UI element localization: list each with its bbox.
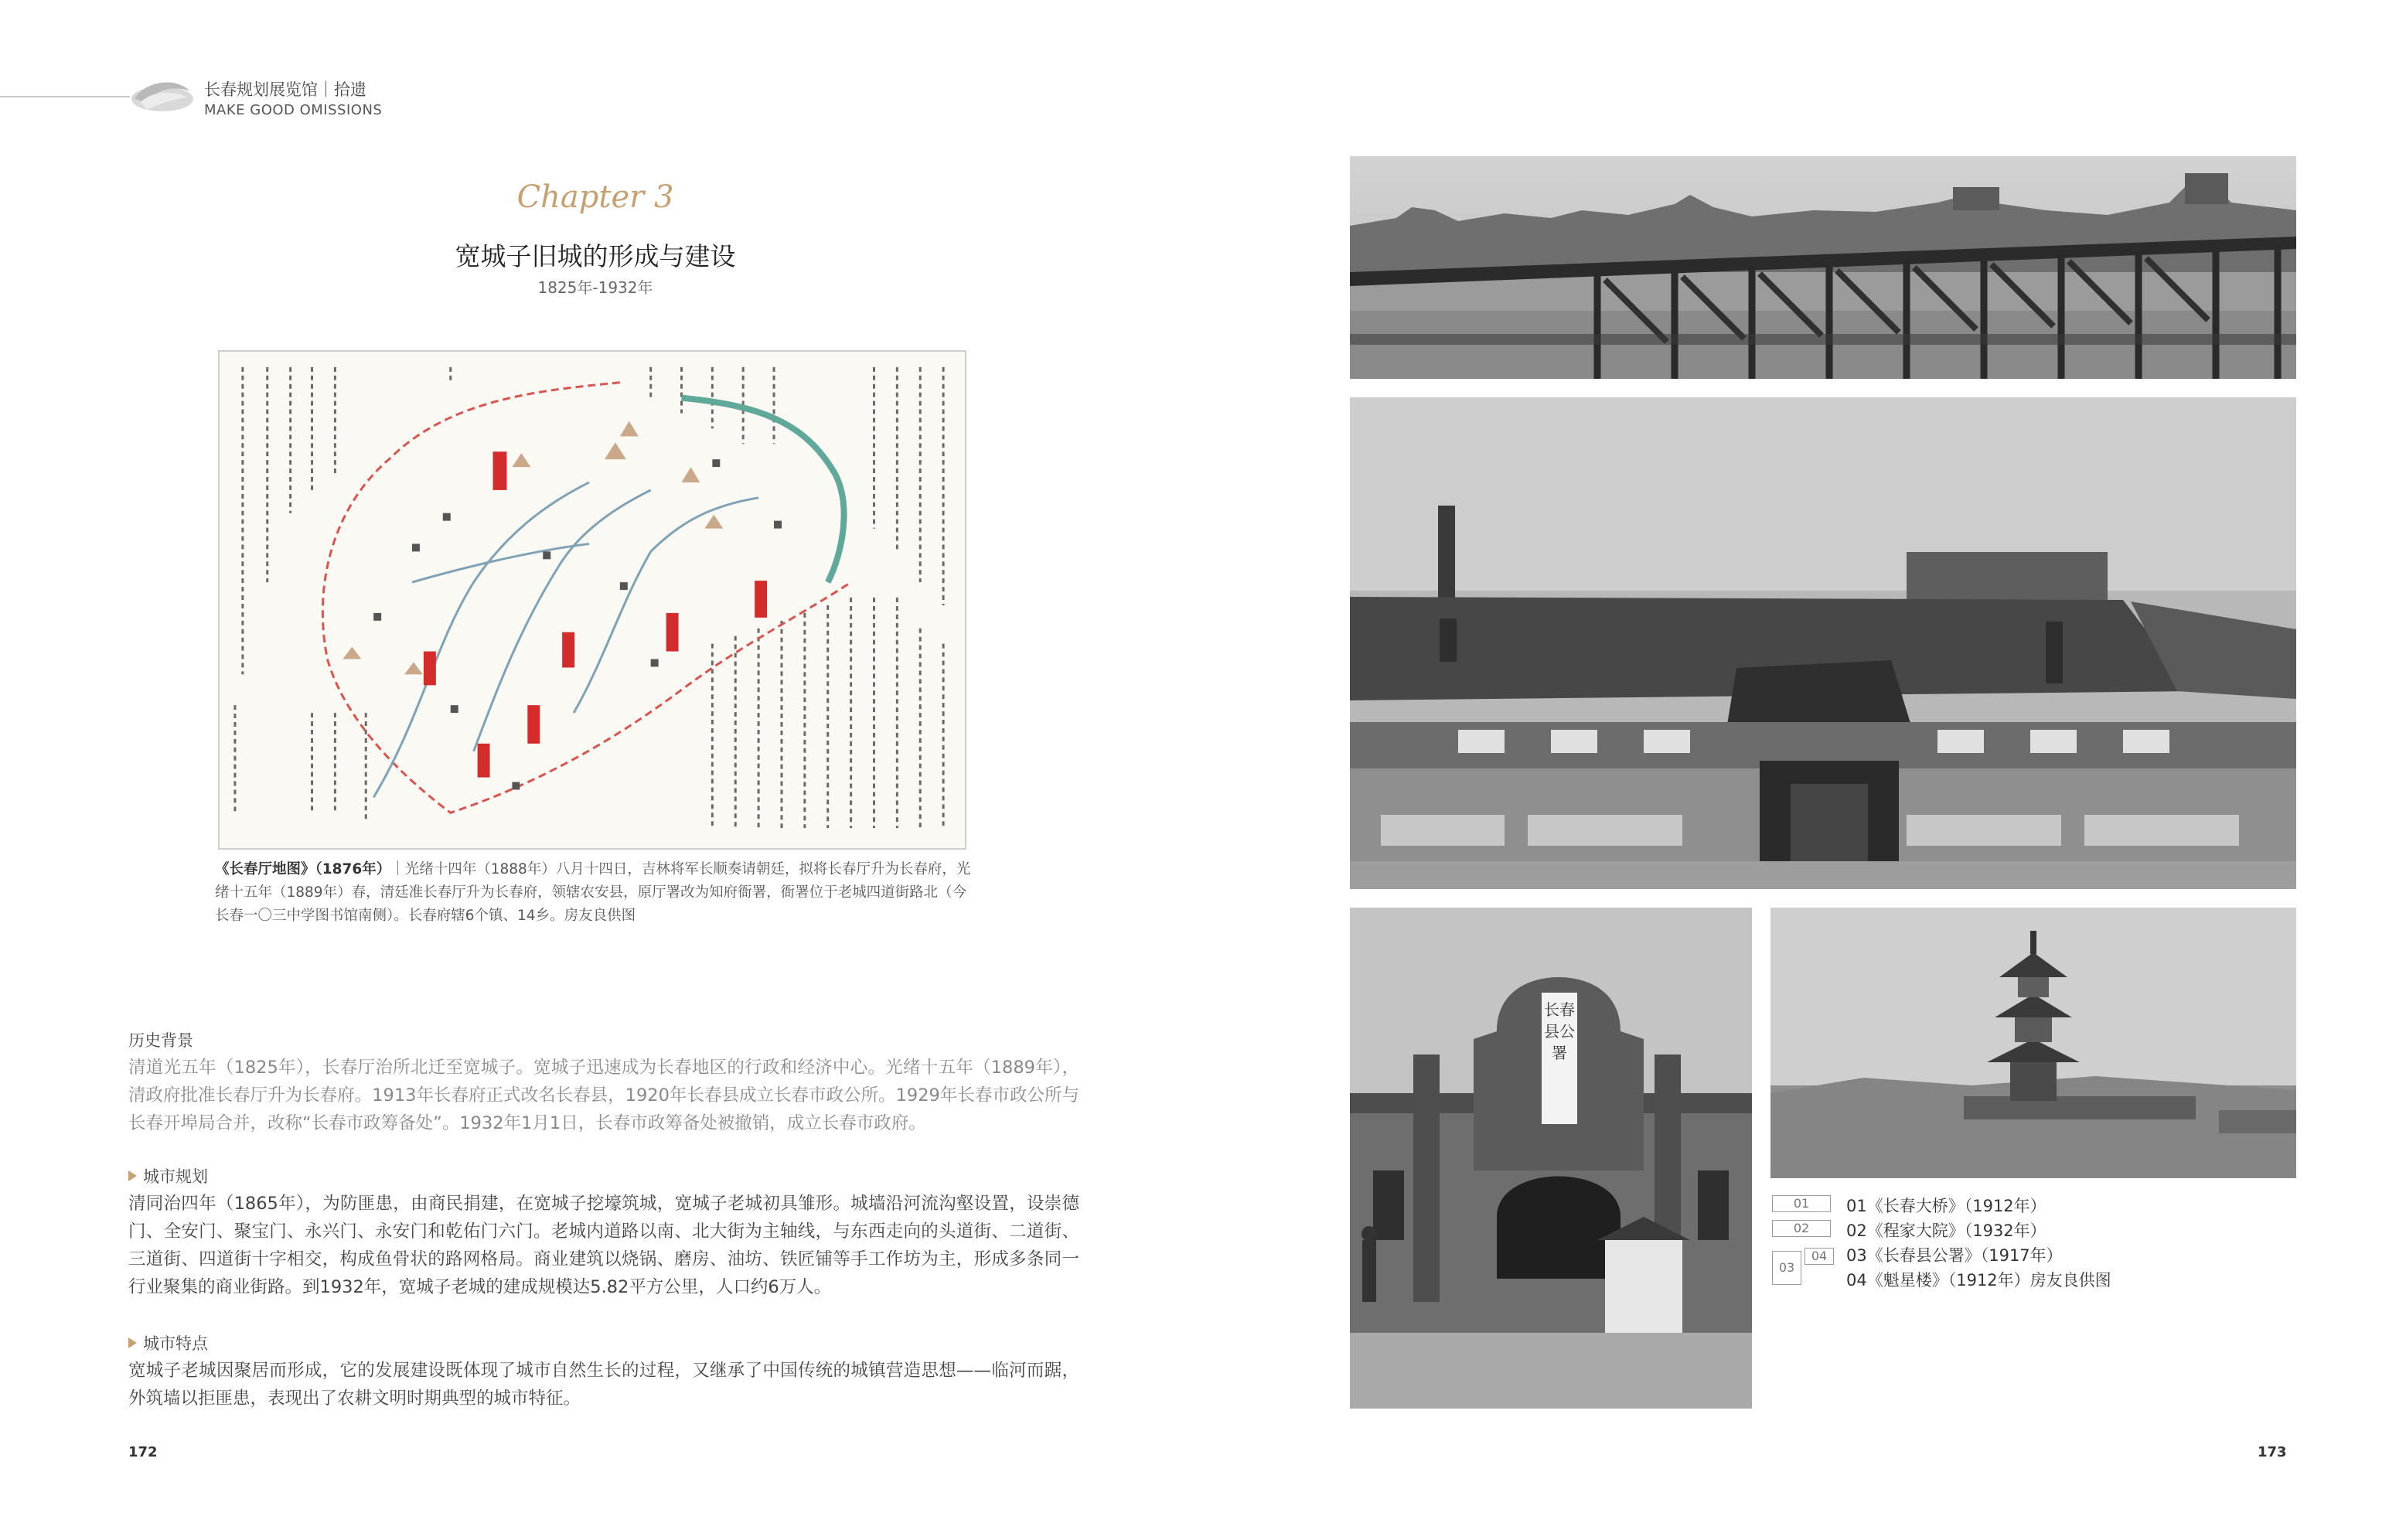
chapter-label: Chapter 3 xyxy=(516,179,674,215)
photo-kuixing-tower xyxy=(1770,908,2296,1178)
photo-index-row xyxy=(1772,1195,2298,1220)
photo-index-item: 04《魁星楼》（1912年）房友良供图 xyxy=(1846,1271,2111,1290)
photo-cheng-family-courtyard xyxy=(1350,397,2296,889)
features-heading-text: 城市特点 xyxy=(143,1334,208,1353)
photo-changchun-bridge xyxy=(1350,156,2296,379)
photo-index-item: 03《长春县公署》（1917年） xyxy=(1846,1246,2063,1265)
header-subtitle: MAKE GOOD OMISSIONS xyxy=(204,102,383,118)
planning-heading-text: 城市规划 xyxy=(143,1167,208,1186)
photo-index xyxy=(1772,1195,2298,1294)
changchun-map-image xyxy=(218,350,966,850)
header-rule xyxy=(0,96,130,97)
chapter-years: 1825年-1932年 xyxy=(537,278,653,297)
planning-body: 清同治四年（1865年），为防匪患，由商民捐建，在宽城子挖壕筑城，宽城子老城初具雏形。城墙沿河流沟壑设置，设崇德门、全安门、聚宝门、永兴门、永安门和乾佑门六门。老城内道路以南、北大街为主轴线，与东西走向的头道街、二道街、三道街、四道街十字相交，构成鱼骨状的路网格局。商业建筑以烧锅、磨房、油坊、铁匠铺等手工作坊为主，形成多条同一行业聚集的商业街路。到1932年，宽城子老城的建成规模达5.82平方公里，人口约6万人。 xyxy=(128,1194,1079,1297)
photo-index-row xyxy=(1772,1220,2298,1245)
photo-changchun-county-office xyxy=(1350,908,1752,1409)
photo-index-row xyxy=(1772,1269,2298,1294)
photo-index-item: 02《程家大院》（1932年） xyxy=(1846,1221,2046,1240)
history-body: 清道光五年（1825年），长春厅治所北迁至宽城子。宽城子迅速成为长春地区的行政和经济中心。光绪十五年（1889年），清政府批准长春厅升为长春府。1913年长春府正式改名长春县，1920年长春县成立长春市政公所。1929年长春市政公所与长春开埠局合并，改称“长春市政筹备处”。1932年1月1日，长春市政筹备处被撤销，成立长春市政府。 xyxy=(128,1058,1079,1133)
features-heading xyxy=(128,1331,208,1354)
page-number-right: 173 xyxy=(2258,1444,2287,1460)
page-number-left: 172 xyxy=(128,1444,158,1460)
photo-number-box: 01 xyxy=(1772,1195,1831,1212)
history-heading: 历史背景 xyxy=(128,1031,193,1050)
photo-number-box: 04 xyxy=(1805,1248,1834,1265)
photo-index-row xyxy=(1772,1245,2298,1275)
triangle-bullet-icon xyxy=(128,1337,137,1348)
map-caption-title: 《长春厅地图》（1876年） xyxy=(215,861,391,877)
photo-number-box: 02 xyxy=(1772,1220,1831,1237)
planning-heading xyxy=(128,1164,208,1187)
header-title: 长春规划展览馆｜拾遗 xyxy=(204,80,366,99)
triangle-bullet-icon xyxy=(128,1170,137,1181)
exhibition-logo xyxy=(128,68,196,119)
map-caption-text: ｜光绪十四年（1888年）八月十四日，吉林将军长顺奏请朝廷，拟将长春厅升为长春府，光绪十五年（1889年）春，清廷准长春厅升为长春府，领辖农安县，原厅署改为知府衙署，衙署位于老城四道街路北（今长春一〇三中学图书馆南侧）。长春府辖6个镇、14乡。房友良供图 xyxy=(215,861,971,924)
features-body: 宽城子老城因聚居而形成，它的发展建设既体现了城市自然生长的过程，又继承了中国传统的城镇营造思想——临河而踞，外筑墙以拒匪患，表现出了农耕文明时期典型的城市特征。 xyxy=(128,1361,1079,1409)
gate-plaque-text: 长春县公署 xyxy=(1544,1000,1575,1062)
photo-number-box: 03 xyxy=(1772,1251,1801,1285)
chapter-title: 宽城子旧城的形成与建设 xyxy=(455,241,736,271)
photo-index-item: 01《长春大桥》（1912年） xyxy=(1846,1197,2046,1215)
map-caption xyxy=(215,858,973,928)
